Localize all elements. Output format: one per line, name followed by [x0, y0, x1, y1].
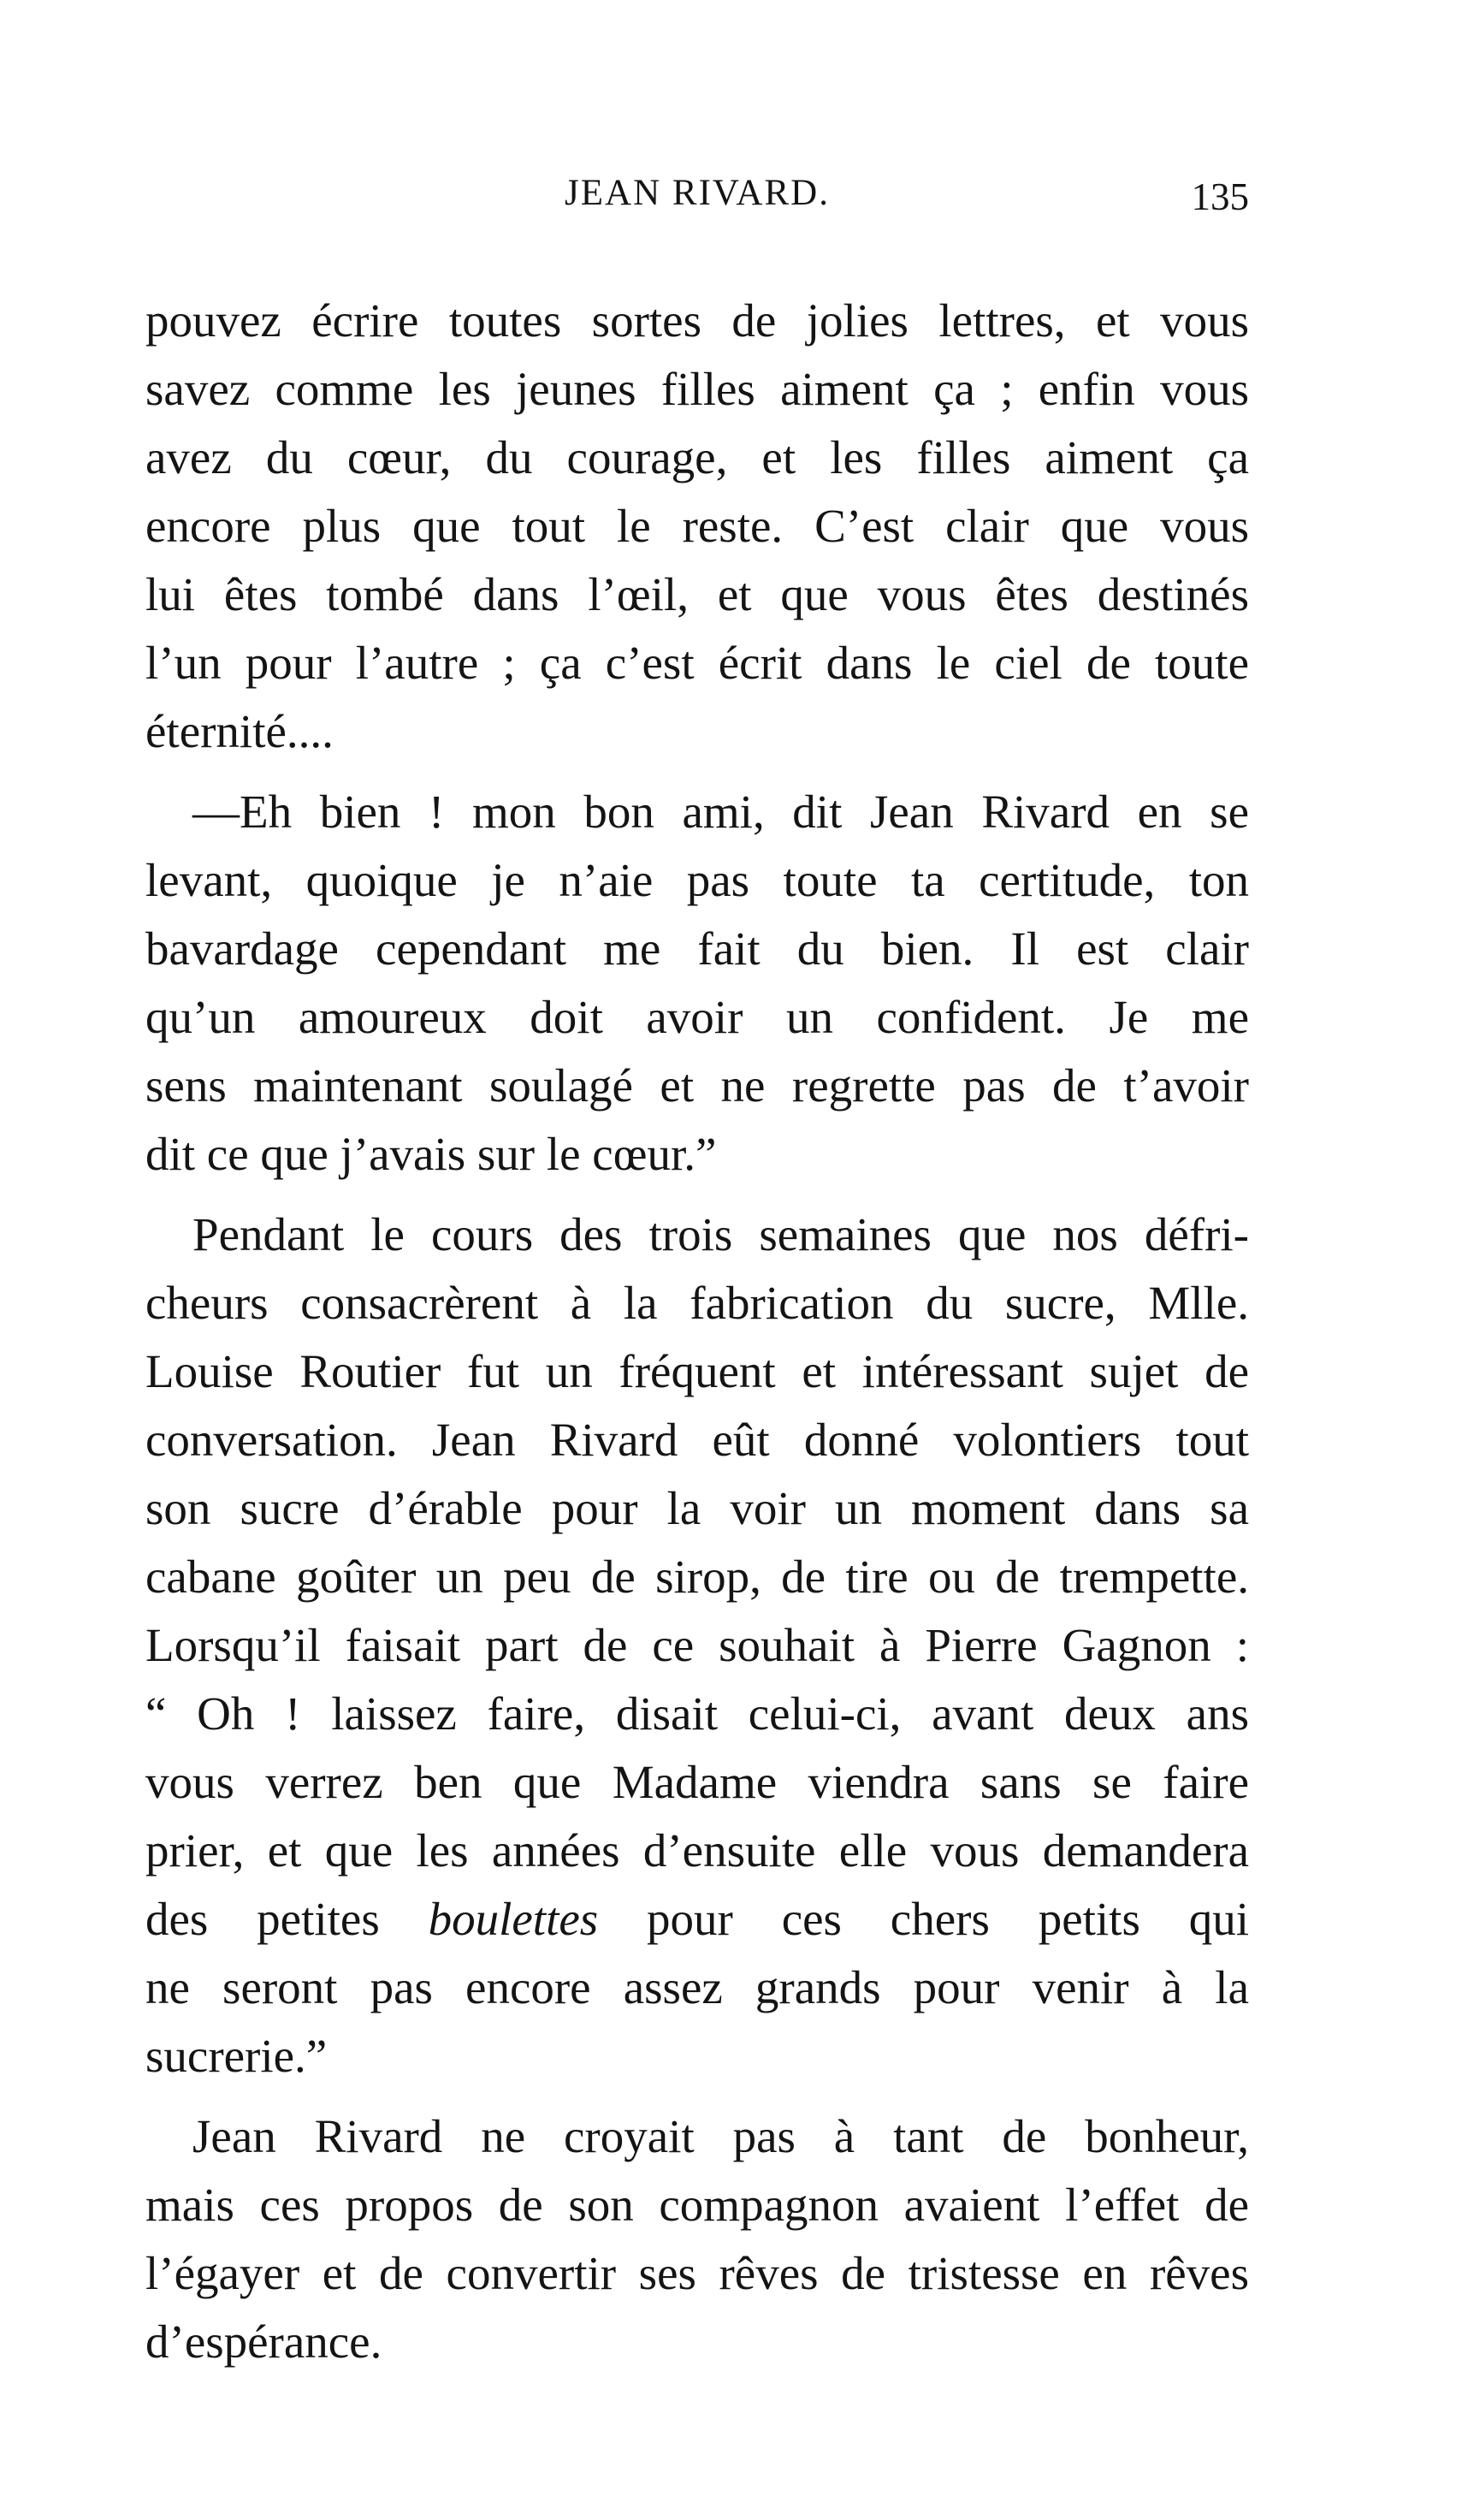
text-line: vous verrez ben que Madame viendra sans se faire — [145, 1756, 1249, 1808]
text-line: avez du cœur, du courage, et les filles aiment ça — [145, 431, 1249, 483]
text-line: bavardage cependant me fait du bien. Il est clair — [145, 922, 1249, 975]
text-line: sens maintenant soulagé et ne regrette pas de t’avoir — [145, 1059, 1249, 1112]
paragraph — [145, 1201, 1249, 2090]
running-title: JEAN RIVARD. — [565, 173, 830, 213]
page-header — [145, 168, 1249, 219]
paragraph — [145, 287, 1249, 766]
text-line: son sucre d’érable pour la voir un moment dans sa — [145, 1482, 1249, 1534]
text-line: l’un pour l’autre ; ça c’est écrit dans le ciel de toute — [145, 637, 1249, 689]
text-line: pouvez écrire toutes sortes de jolies lettres, et vous — [145, 294, 1249, 347]
text-line: levant, quoique je n’aie pas toute ta certitude, ton — [145, 854, 1249, 906]
text-line: cheurs consacrèrent à la fabrication du sucre, Mlle. — [145, 1277, 1249, 1329]
body-text — [145, 287, 1249, 2376]
text-line: savez comme les jeunes filles aiment ça ; enfin vous — [145, 363, 1249, 415]
paragraph — [145, 2102, 1249, 2376]
text-line: Jean Rivard ne croyait pas à tant de bonheur, — [192, 2110, 1249, 2162]
text-line: “ Oh ! laissez faire, disait celui-ci, avant deux ans — [145, 1687, 1249, 1740]
paragraph — [145, 778, 1249, 1189]
text-line: prier, et que les années d’ensuite elle vous demandera — [145, 1824, 1249, 1877]
text-line: conversation. Jean Rivard eût donné volontiers tout — [145, 1414, 1249, 1466]
text-line: éternité.... — [145, 705, 334, 757]
text-line: lui êtes tombé dans l’œil, et que vous êtes destinés — [145, 568, 1249, 620]
page-number: 135 — [1191, 175, 1249, 218]
text-line: des petites boulettes pour ces chers petits qui — [145, 1893, 1249, 1945]
text-line: l’égayer et de convertir ses rêves de tristesse en rêves — [145, 2247, 1249, 2299]
text-line: ne seront pas encore assez grands pour venir à la — [145, 1961, 1249, 2013]
text-line: encore plus que tout le reste. C’est clair que vous — [145, 500, 1249, 552]
paragraph-gap — [145, 1189, 1249, 1201]
text-line: sucrerie.” — [145, 2030, 328, 2082]
text-line: Pendant le cours des trois semaines que nos défri- — [192, 1208, 1249, 1260]
text-line: cabane goûter un peu de sirop, de tire ou de trempette. — [145, 1551, 1249, 1603]
text-line: mais ces propos de son compagnon avaient l’effet de — [145, 2179, 1249, 2231]
text-line: d’espérance. — [145, 2315, 382, 2368]
paragraph-gap — [145, 766, 1249, 778]
text-line: Lorsqu’il faisait part de ce souhait à Pierre Gagnon : — [145, 1619, 1249, 1671]
paragraph-gap — [145, 2090, 1249, 2102]
text-line: qu’un amoureux doit avoir un confident. Je me — [145, 991, 1249, 1043]
italic-word: boulettes — [428, 1893, 599, 1945]
text-line: —Eh bien ! mon bon ami, dit Jean Rivard en se — [192, 786, 1249, 838]
text-line: Louise Routier fut un fréquent et intéressant sujet de — [145, 1345, 1249, 1397]
text-line: dit ce que j’avais sur le cœur.” — [145, 1128, 717, 1180]
